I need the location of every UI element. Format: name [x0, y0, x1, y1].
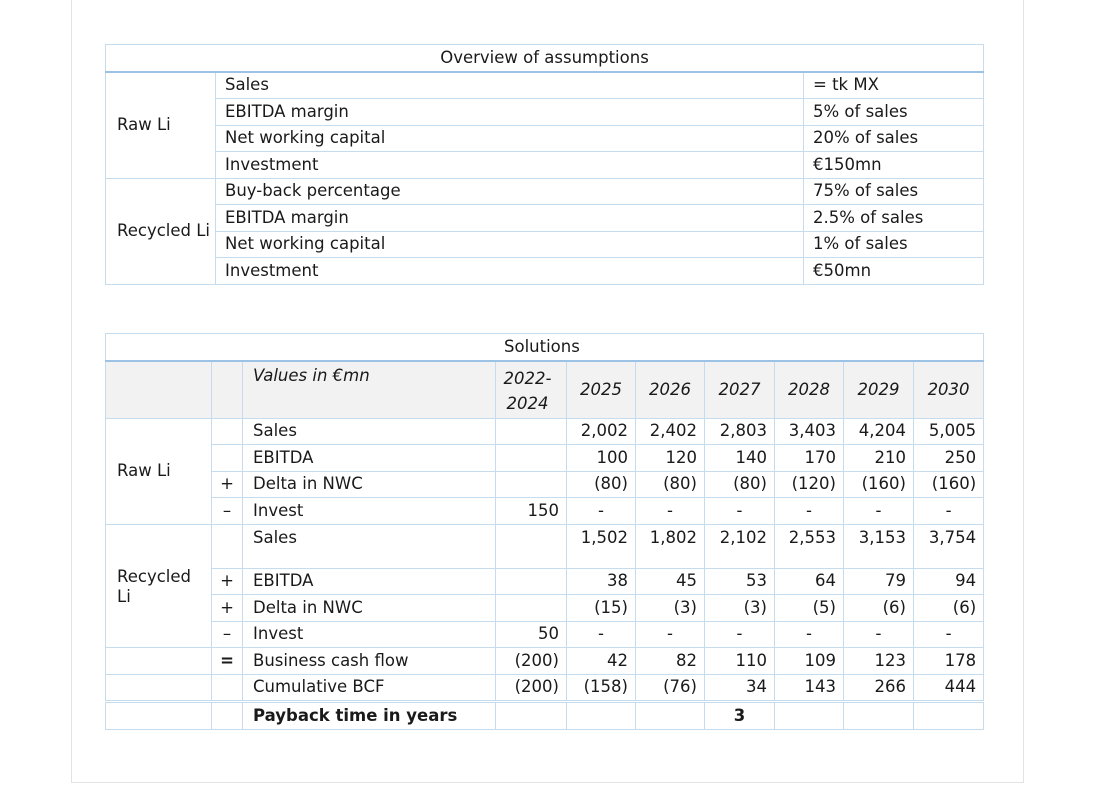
operator-cell: [212, 702, 243, 730]
value-cell-2022-2024: (200): [496, 674, 567, 702]
value-cell: 5,005: [914, 418, 984, 445]
assumption-value: 5% of sales: [804, 99, 984, 126]
operator-cell: [212, 445, 243, 472]
value-cell: (3): [705, 595, 775, 622]
value-cell: (3): [636, 595, 705, 622]
row-label: Cumulative BCF: [243, 674, 496, 702]
value-cell: 53: [705, 568, 775, 595]
value-cell: 3,153: [844, 524, 914, 568]
value-cell: (5): [775, 595, 844, 622]
row-label: Invest: [243, 498, 496, 525]
value-cell-2022-2024: [496, 445, 567, 472]
value-cell: 210: [844, 445, 914, 472]
row-label: EBITDA: [243, 445, 496, 472]
value-cell: (158): [567, 674, 636, 702]
value-cell-2022-2024: (200): [496, 648, 567, 675]
table-row: [106, 702, 984, 730]
value-cell: -: [775, 498, 844, 525]
value-cell: 444: [914, 674, 984, 702]
value-cell: -: [844, 498, 914, 525]
value-cell: (80): [636, 471, 705, 498]
operator-cell: +: [212, 568, 243, 595]
value-cell: 64: [775, 568, 844, 595]
value-cell: 79: [844, 568, 914, 595]
value-cell: (120): [775, 471, 844, 498]
assumption-value: €50mn: [804, 258, 984, 285]
assumptions-title: Overview of assumptions: [106, 45, 984, 72]
group-raw-li: Raw Li: [106, 418, 212, 524]
group-recycled-li: Recycled Li: [106, 178, 216, 284]
group-raw-li: Raw Li: [106, 72, 216, 179]
row-label: EBITDA: [243, 568, 496, 595]
table-row: [106, 568, 984, 595]
value-cell: 1,802: [636, 524, 705, 568]
value-cell: [914, 702, 984, 730]
header-year: 2027: [705, 361, 775, 419]
value-cell: -: [567, 498, 636, 525]
header-blank: [212, 361, 243, 419]
header-year: 2028: [775, 361, 844, 419]
value-cell: 3,754: [914, 524, 984, 568]
assumption-value: = tk MX: [804, 72, 984, 99]
value-cell: 2,002: [567, 418, 636, 445]
value-cell: -: [705, 498, 775, 525]
row-label: Sales: [243, 524, 496, 568]
value-cell: -: [567, 621, 636, 648]
table-row: [106, 648, 984, 675]
row-label: Invest: [243, 621, 496, 648]
header-blank: [106, 361, 212, 419]
header-year: 2026: [636, 361, 705, 419]
solutions-title: Solutions: [106, 334, 984, 361]
value-cell: (80): [705, 471, 775, 498]
operator-cell: [212, 418, 243, 445]
value-cell-2022-2024: [496, 524, 567, 568]
value-cell-2022-2024: 150: [496, 498, 567, 525]
table-row: [106, 621, 984, 648]
value-cell: 100: [567, 445, 636, 472]
operator-cell: –: [212, 498, 243, 525]
assumption-label: Investment: [216, 258, 804, 285]
operator-cell: [212, 524, 243, 568]
value-cell: 170: [775, 445, 844, 472]
value-cell: 123: [844, 648, 914, 675]
value-cell: 120: [636, 445, 705, 472]
value-cell-2022-2024: [496, 471, 567, 498]
assumption-value: 1% of sales: [804, 231, 984, 258]
row-label: Business cash flow: [243, 648, 496, 675]
operator-cell: +: [212, 471, 243, 498]
value-cell-2022-2024: [496, 595, 567, 622]
operator-cell: +: [212, 595, 243, 622]
header-col-2022-2024: 2022-2024: [496, 361, 567, 419]
value-cell: -: [914, 621, 984, 648]
value-cell: -: [636, 621, 705, 648]
row-label: Delta in NWC: [243, 471, 496, 498]
assumptions-table: [105, 44, 984, 285]
operator-cell: =: [212, 648, 243, 675]
value-cell-2022-2024: [496, 702, 567, 730]
value-cell: (15): [567, 595, 636, 622]
table-row: [106, 595, 984, 622]
table-row: [106, 524, 984, 568]
value-cell: (160): [844, 471, 914, 498]
value-cell: 266: [844, 674, 914, 702]
value-cell: 45: [636, 568, 705, 595]
solutions-table: [105, 333, 984, 730]
assumption-label: Net working capital: [216, 125, 804, 152]
table-row: [106, 418, 984, 445]
value-cell: 178: [914, 648, 984, 675]
table-row: [106, 674, 984, 702]
value-cell: 109: [775, 648, 844, 675]
value-cell: 2,803: [705, 418, 775, 445]
value-cell: (160): [914, 471, 984, 498]
row-label: Delta in NWC: [243, 595, 496, 622]
assumption-label: Buy-back percentage: [216, 178, 804, 205]
value-cell-2022-2024: 50: [496, 621, 567, 648]
value-cell: 250: [914, 445, 984, 472]
row-label: Sales: [243, 418, 496, 445]
value-cell: (6): [844, 595, 914, 622]
assumption-label: EBITDA margin: [216, 205, 804, 232]
value-cell-2022-2024: [496, 568, 567, 595]
value-cell: 38: [567, 568, 636, 595]
value-cell: 110: [705, 648, 775, 675]
value-cell: 34: [705, 674, 775, 702]
value-cell: 94: [914, 568, 984, 595]
value-cell: [636, 702, 705, 730]
value-cell: 4,204: [844, 418, 914, 445]
value-cell: 82: [636, 648, 705, 675]
value-cell: [844, 702, 914, 730]
value-cell: -: [914, 498, 984, 525]
value-cell: -: [844, 621, 914, 648]
value-cell: [775, 702, 844, 730]
value-cell: 143: [775, 674, 844, 702]
value-cell: 3: [705, 702, 775, 730]
value-cell-2022-2024: [496, 418, 567, 445]
operator-cell: –: [212, 621, 243, 648]
operator-cell: [212, 674, 243, 702]
group-recycled-li: Recycled Li: [106, 524, 212, 648]
value-cell: 42: [567, 648, 636, 675]
assumption-label: Investment: [216, 152, 804, 179]
header-year: 2025: [567, 361, 636, 419]
value-cell: (76): [636, 674, 705, 702]
assumption-label: Sales: [216, 72, 804, 99]
assumption-value: 75% of sales: [804, 178, 984, 205]
value-cell: -: [705, 621, 775, 648]
row-label: Payback time in years: [243, 702, 496, 730]
assumption-value: 2.5% of sales: [804, 205, 984, 232]
assumption-value: 20% of sales: [804, 125, 984, 152]
assumption-label: EBITDA margin: [216, 99, 804, 126]
table-row: [106, 471, 984, 498]
value-cell: 2,402: [636, 418, 705, 445]
group-blank: [106, 702, 212, 730]
value-cell: (6): [914, 595, 984, 622]
table-row: [106, 498, 984, 525]
group-blank: [106, 648, 212, 675]
value-cell: -: [636, 498, 705, 525]
header-year: 2030: [914, 361, 984, 419]
assumption-value: €150mn: [804, 152, 984, 179]
value-cell: [567, 702, 636, 730]
table-row: [106, 445, 984, 472]
value-cell: 1,502: [567, 524, 636, 568]
value-cell: (80): [567, 471, 636, 498]
value-cell: 2,553: [775, 524, 844, 568]
value-cell: 140: [705, 445, 775, 472]
value-cell: -: [775, 621, 844, 648]
value-cell: 3,403: [775, 418, 844, 445]
header-year: 2029: [844, 361, 914, 419]
group-blank: [106, 674, 212, 702]
value-cell: 2,102: [705, 524, 775, 568]
assumption-label: Net working capital: [216, 231, 804, 258]
header-values-label: Values in €mn: [243, 361, 496, 419]
